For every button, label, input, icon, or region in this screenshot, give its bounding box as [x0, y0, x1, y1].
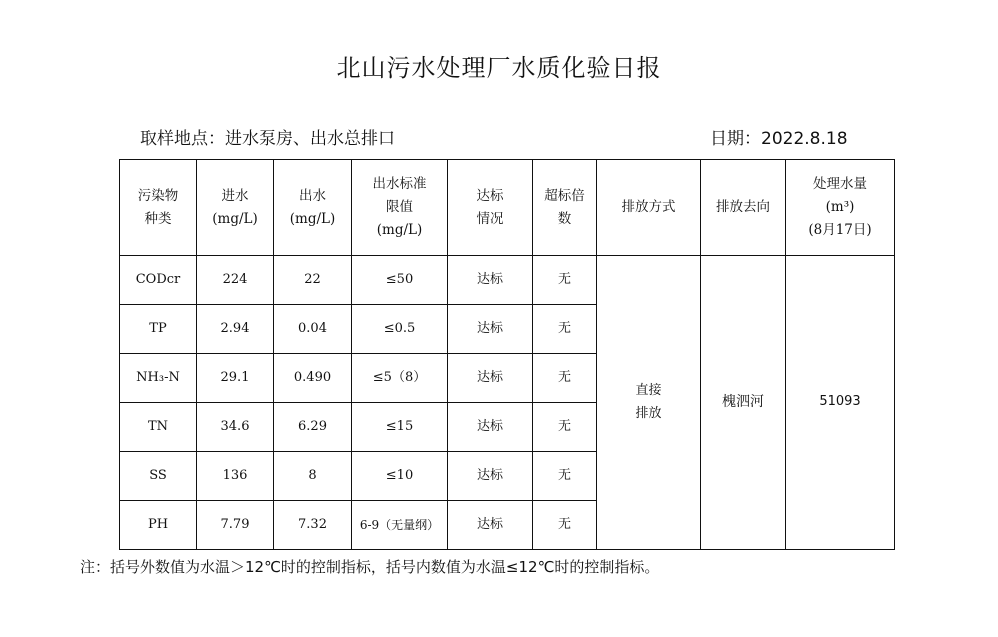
cell-pollutant: PH	[120, 501, 197, 550]
cell-effluent: 22	[274, 256, 352, 305]
cell-limit: ≤15	[352, 403, 448, 452]
cell-influent: 136	[197, 452, 274, 501]
cell-compliance: 达标	[448, 501, 533, 550]
cell-limit: ≤10	[352, 452, 448, 501]
cell-flow-value: 51093	[786, 256, 895, 550]
cell-compliance: 达标	[448, 452, 533, 501]
header-limit: 出水标准 限值 (mg/L)	[352, 160, 448, 256]
water-quality-table	[119, 159, 895, 550]
cell-influent: 2.94	[197, 305, 274, 354]
cell-influent: 224	[197, 256, 274, 305]
table-row	[120, 256, 895, 305]
cell-effluent: 0.04	[274, 305, 352, 354]
header-compliance: 达标 情况	[448, 160, 533, 256]
header-discharge-dest: 排放去向	[701, 160, 786, 256]
header-flow: 处理水量 (m³) (8月17日)	[786, 160, 895, 256]
footnote: 注：括号外数值为水温＞12℃时的控制指标，括号内数值为水温≤12℃时的控制指标。	[80, 558, 660, 576]
cell-limit: ≤50	[352, 256, 448, 305]
header-discharge-method: 排放方式	[597, 160, 701, 256]
cell-discharge-dest: 槐泗河	[701, 256, 786, 550]
cell-exceed: 无	[533, 256, 597, 305]
cell-exceed: 无	[533, 305, 597, 354]
cell-exceed: 无	[533, 452, 597, 501]
cell-exceed: 无	[533, 354, 597, 403]
header-exceed: 超标倍 数	[533, 160, 597, 256]
cell-limit: ≤5（8）	[352, 354, 448, 403]
header-row	[120, 160, 895, 256]
cell-influent: 29.1	[197, 354, 274, 403]
cell-pollutant: TP	[120, 305, 197, 354]
cell-pollutant: NH₃-N	[120, 354, 197, 403]
report-title: 北山污水处理厂水质化验日报	[336, 54, 662, 82]
cell-effluent: 6.29	[274, 403, 352, 452]
cell-exceed: 无	[533, 501, 597, 550]
sampling-location: 取样地点：进水泵房、出水总排口	[140, 129, 395, 149]
header-influent: 进水 (mg/L)	[197, 160, 274, 256]
cell-pollutant: CODcr	[120, 256, 197, 305]
cell-exceed: 无	[533, 403, 597, 452]
header-pollutant: 污染物 种类	[120, 160, 197, 256]
cell-discharge-method: 直接 排放	[597, 256, 701, 550]
cell-influent: 7.79	[197, 501, 274, 550]
cell-limit: 6-9（无量纲）	[352, 501, 448, 550]
cell-effluent: 0.490	[274, 354, 352, 403]
cell-pollutant: SS	[120, 452, 197, 501]
cell-compliance: 达标	[448, 305, 533, 354]
cell-limit: ≤0.5	[352, 305, 448, 354]
header-effluent: 出水 (mg/L)	[274, 160, 352, 256]
cell-compliance: 达标	[448, 403, 533, 452]
cell-pollutant: TN	[120, 403, 197, 452]
cell-effluent: 7.32	[274, 501, 352, 550]
cell-effluent: 8	[274, 452, 352, 501]
cell-influent: 34.6	[197, 403, 274, 452]
report-date: 日期：2022.8.18	[710, 129, 848, 149]
cell-compliance: 达标	[448, 354, 533, 403]
cell-compliance: 达标	[448, 256, 533, 305]
